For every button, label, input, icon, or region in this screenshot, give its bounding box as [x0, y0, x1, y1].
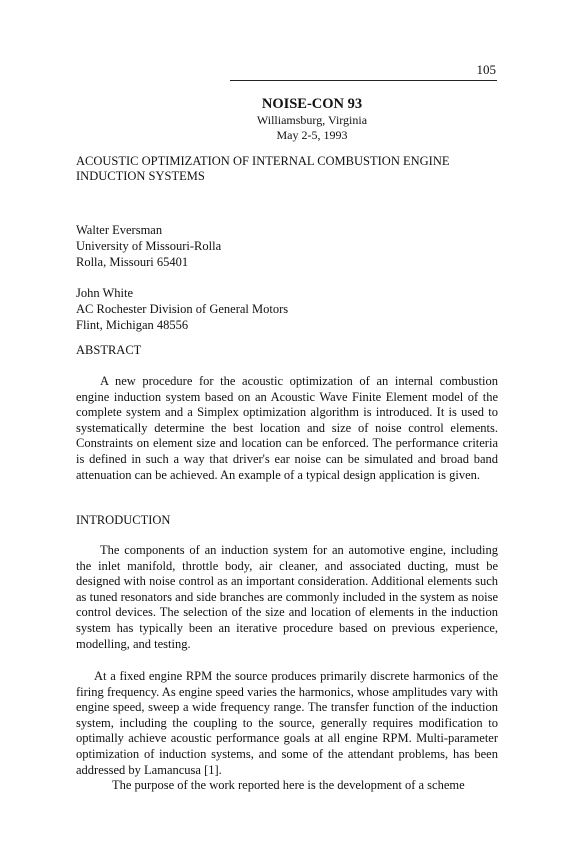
author-affiliation: AC Rochester Division of General Motors — [76, 302, 289, 316]
body-paragraph: At a fixed engine RPM the source produces primarily discrete harmonics of the firing frequency. As engine speed varies the harmonics, whose amplitudes vary with engine speed, sweep a wide frequency range. The transfer function of the induction system, including the coupling to the source, generally requires modification to optimally achieve acoustic performance goals at all engine RPM. Multi-parameter optimization of induction systems, and some of the attendant problems, has been addressed by Lamancusa [1]. — [76, 669, 498, 777]
abstract-heading: ABSTRACT — [76, 343, 142, 357]
author-address: Rolla, Missouri 65401 — [76, 255, 189, 269]
author-name: Walter Eversman — [76, 223, 163, 237]
introduction-heading: INTRODUCTION — [76, 513, 171, 527]
abstract-paragraph: A new procedure for the acoustic optimization of an internal combustion engine induction system based on an Acoustic Wave Finite Element model of the complete system and a Simplex optimization algorithm is introduced. It is used to systematically determine the best location and size of noise control elements. Constraints on element size and location can be enforced. The performance criteria is defined in such a way that driver's ear noise can be simulated and broad band attenuation can be achieved. An example of a typical design application is given. — [76, 374, 498, 482]
page-number: 105 — [476, 62, 496, 77]
conference-location: Williamsburg, Virginia — [256, 113, 368, 127]
author-name: John White — [76, 286, 134, 300]
author-address: Flint, Michigan 48556 — [76, 318, 189, 332]
body-paragraph: The components of an induction system for an automotive engine, including the inlet manifold, throttle body, air cleaner, and associated ducting, must be designed with noise control as an important consideration. Additional elements such as tuned resonators and side branches are commonly included in the system as noise control devices. The selection of the size and location of elements in the induction system has typically been an iterative procedure based on previous experience, modelling, and testing. — [76, 543, 498, 651]
paper-title: ACOUSTIC OPTIMIZATION OF INTERNAL COMBUSTION ENGINE INDUCTION SYSTEMS — [76, 154, 450, 183]
conference-name: NOISE-CON 93 — [261, 96, 363, 112]
conference-date: May 2-5, 1993 — [276, 128, 348, 142]
conference-block — [0, 96, 574, 143]
author-block — [76, 222, 288, 333]
author-affiliation: University of Missouri-Rolla — [76, 239, 222, 253]
body-paragraph: The purpose of the work reported here is the development of a scheme — [112, 778, 465, 792]
header-rule — [230, 80, 497, 81]
